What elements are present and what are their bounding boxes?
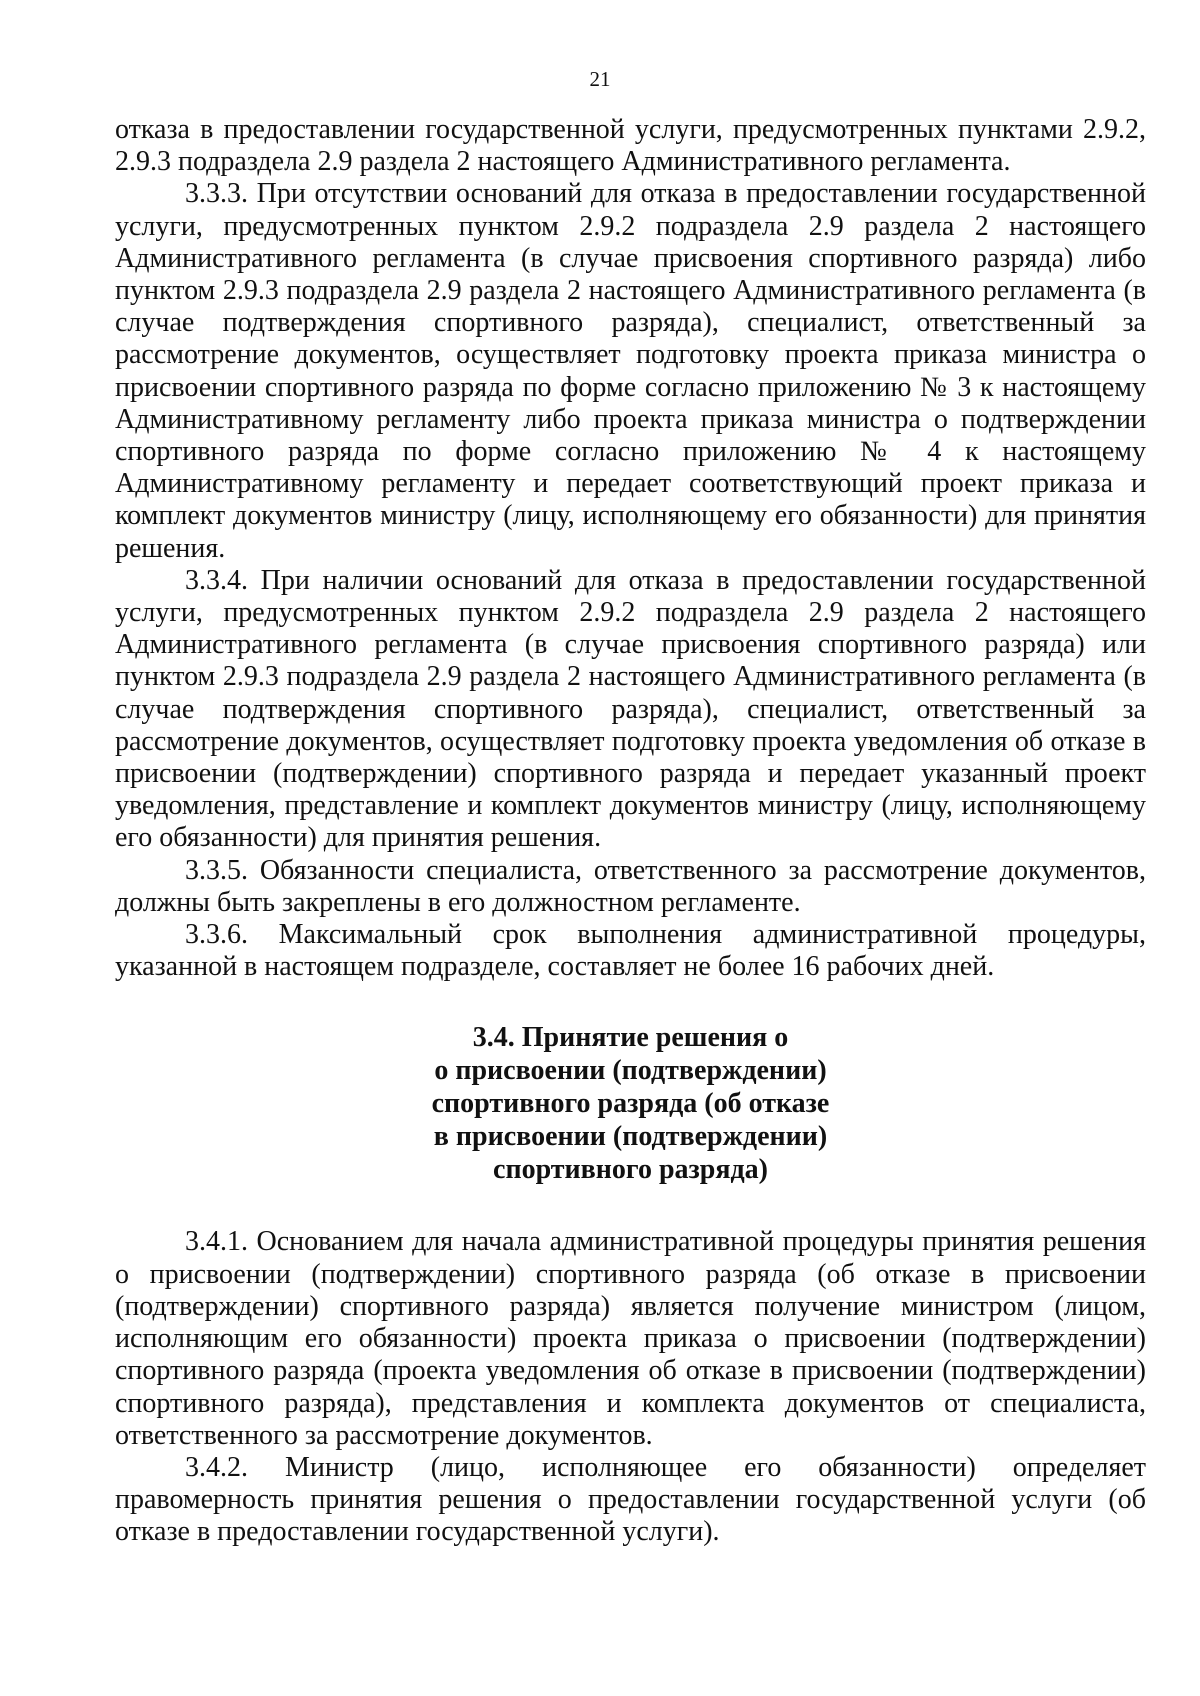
paragraph-3-3-6: 3.3.6. Максимальный срок выполнения административной процедуры, указанной в настоящем подразделе, составляет не более 16 рабочих дней. xyxy=(115,919,1146,983)
section-title-line: в присвоении (подтверждении) xyxy=(433,1121,828,1153)
section-title xyxy=(115,1021,1146,1186)
paragraph-3-3-4: 3.3.4. При наличии оснований для отказа в предоставлении государственной услуги, предусмотренных пунктом 2.9.2 подраздела 2.9 раздела 2 настоящего Административного регламента (в случае присвоения спортивного разряда) или пунктом 2.9.3 подраздела 2.9 раздела 2 настоящего Административного регламента (в случае подтверждения спортивного разряда), специалист, ответственный за рассмотрение документов, осуществляет подготовку проекта уведомления об отказе в присвоении (подтверждении) спортивного разряда и передает указанный проект уведомления, представление и комплект документов министру (лицу, исполняющему его обязанности) для принятия решения. xyxy=(115,564,1146,854)
section-title-line: спортивного разряда) xyxy=(493,1154,768,1186)
paragraph-3-4-1: 3.4.1. Основанием для начала административной процедуры принятия решения о присвоении (подтверждении) спортивного разряда (об отказе в присвоении (подтверждении) спортивного разряда) является получение министром (лицом, исполняющим его обязанности) проекта приказа о присвоении (подтверждении) спортивного разряда (проекта уведомления об отказе в присвоении (подтверждении) спортивного разряда), представления и комплекта документов от специалиста, ответственного за рассмотрение документов. xyxy=(115,1226,1146,1451)
paragraph-3-4-2: 3.4.2. Министр (лицо, исполняющее его обязанности) определяет правомерность принятия решения о предоставлении государственной услуги (об отказе в предоставлении государственной услуги). xyxy=(115,1451,1146,1548)
paragraph-3-3-5: 3.3.5. Обязанности специалиста, ответственного за рассмотрение документов, должны быть закреплены в его должностном регламенте. xyxy=(115,854,1146,918)
section-title-line: спортивного разряда (об отказе xyxy=(431,1088,830,1120)
section-title-line: о присвоении (подтверждении) xyxy=(434,1055,827,1087)
paragraph-3-3-3: 3.3.3. При отсутствии оснований для отказа в предоставлении государственной услуги, предусмотренных пунктом 2.9.2 подраздела 2.9 раздела 2 настоящего Административного регламента (в случае присвоения спортивного разряда) либо пунктом 2.9.3 подраздела 2.9 раздела 2 настоящего Административного регламента (в случае подтверждения спортивного разряда), специалист, ответственный за рассмотрение документов, осуществляет подготовку проекта приказа министра о присвоении спортивного разряда по форме согласно приложению № 3 к настоящему Административному регламенту либо проекта приказа министра о подтверждении спортивного разряда по форме согласно приложению № 4 к настоящему Административному регламенту и передает соответствующий проект приказа и комплект документов министру (лицу, исполняющему его обязанности) для принятия решения. xyxy=(115,178,1146,564)
section-title-line: 3.4. Принятие решения о xyxy=(472,1022,789,1054)
paragraph-continuation: отказа в предоставлении государственной услуги, предусмотренных пунктами 2.9.2, 2.9.3 подраздела 2.9 раздела 2 настоящего Административного регламента. xyxy=(115,114,1146,178)
document-body xyxy=(115,114,1146,1549)
page-number: 21 xyxy=(589,67,611,91)
